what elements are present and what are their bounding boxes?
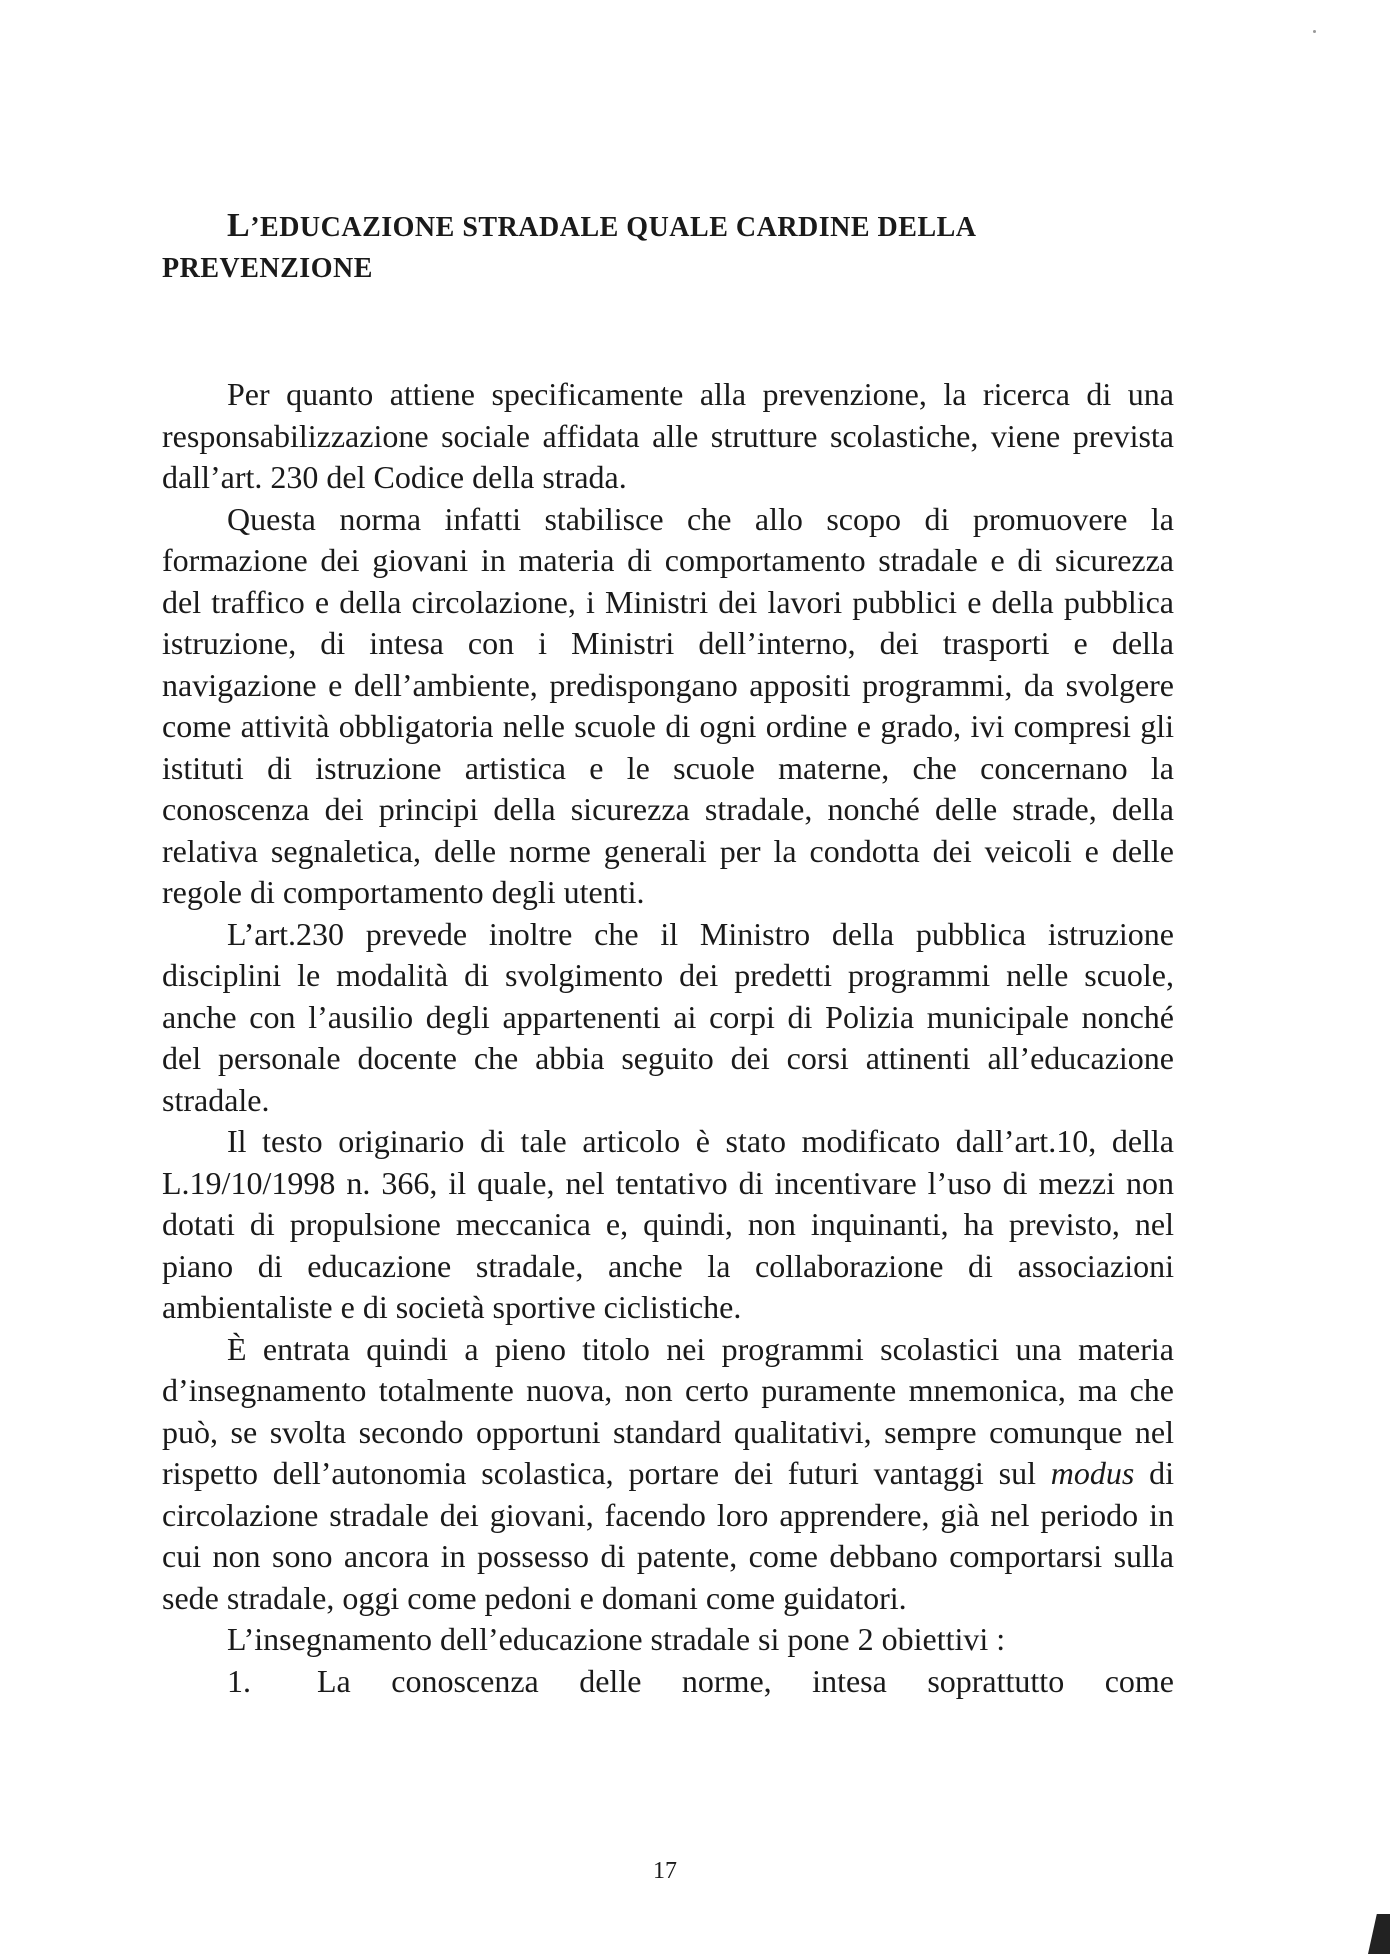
title-line-1 (162, 205, 1062, 248)
body-text (162, 374, 1174, 1702)
page-number: 17 (653, 1858, 677, 1884)
paragraph-6: L’insegnamento dell’educazione stradale si pone 2 obiettivi : (227, 1621, 1006, 1657)
paragraph-4: Il testo originario di tale articolo è stato modificato dall’art.10, della L.19/10/1998 n. 366, il quale, nel tentativo di incentivare l’uso di mezzi non dotati di propulsione meccanica e, quindi, non inquinanti, ha previsto, nel piano di educazione stradale, anche la collaborazione di associazioni ambientaliste e di società sportive ciclistiche. (162, 1123, 1174, 1325)
paragraph-5-italic: modus (1050, 1455, 1135, 1491)
paragraph-5-part-1: È entrata quindi a pieno titolo nei programmi scolastici una materia d’insegnamento totalmente nuova, non certo puramente mnemonica, ma che può, se svolta secondo opportuni standard qualitativi, sempre comunque nel rispetto dell’autonomia scolastica, portare dei futuri vantaggi sul (162, 1330, 1174, 1491)
scan-edge-mark (1368, 1914, 1390, 1954)
title-line-2: PREVENZIONE (162, 253, 373, 284)
title-line-1-text: ’EDUCAZIONE STRADALE QUALE CARDINE DELLA (250, 212, 977, 243)
paragraph-2: Questa norma infatti stabilisce che allo scopo di promuovere la formazione dei giovani in materia di comportamento stradale e di sicurezza del traffico e della circolazione, i Ministri dei lavori pubblici e della pubblica istruzione, di intesa con i Ministri dell’interno, dei trasporti e della navigazione e dell’ambiente, predispongano appositi programmi, da svolgere come attività obbligatoria nelle scuole di ogni ordine e grado, ivi compresi gli istituti di istruzione artistica e le scuole materne, che concernano la conoscenza dei principi della sicurezza stradale, nonché delle strade, della relativa segnaletica, delle norme generali per la condotta dei veicoli e delle regole di comportamento degli utenti. (162, 500, 1174, 910)
scan-artifact (1313, 30, 1316, 33)
title-initial: L (227, 207, 251, 244)
page-title (162, 205, 1062, 289)
list-item (162, 1661, 1174, 1703)
list-item-number: 1. (227, 1662, 251, 1699)
paragraph-5-part-2: di circolazione stradale dei giovani, facendo loro apprendere, già nel periodo in cui non sono ancora in possesso di patente, come debbano comportarsi sulla sede stradale, oggi come pedoni e domani come guidatori. (162, 1455, 1175, 1616)
paragraph-3: L’art.230 prevede inoltre che il Ministro della pubblica istruzione disciplini le modalità di svolgimento dei predetti programmi nelle scuole, anche con l’ausilio degli appartenenti ai corpi di Polizia municipale nonché del personale docente che abbia seguito dei corsi attinenti all’educazione stradale. (162, 915, 1174, 1118)
paragraph-5 (162, 1329, 1174, 1620)
list-item-text: La conoscenza delle norme, intesa soprattutto come (317, 1662, 1174, 1699)
paragraph-1: Per quanto attiene specificamente alla prevenzione, la ricerca di una responsabilizzazione sociale affidata alle strutture scolastiche, viene prevista dall’art. 230 del Codice della strada. (162, 376, 1174, 495)
